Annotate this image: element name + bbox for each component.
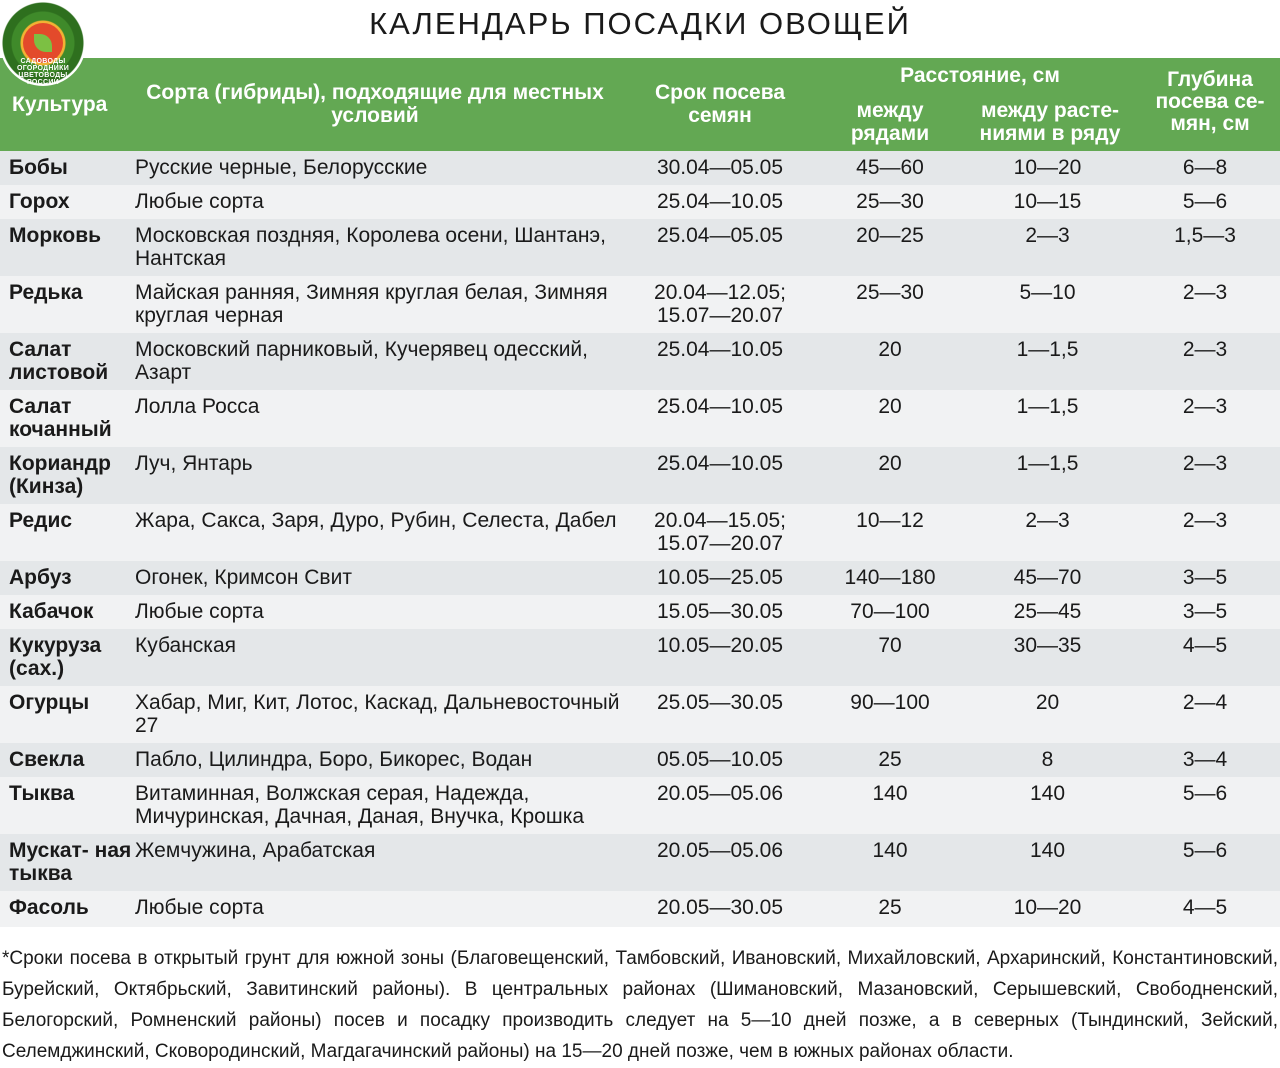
header-between-plants: между расте- ниями в ряду [979, 99, 1121, 145]
plants-distance-cell: 30—35 [1013, 634, 1082, 657]
depth-cell: 2—3 [1182, 281, 1228, 304]
date-cell: 15.05—30.05 [656, 600, 784, 623]
rows-distance-cell: 20 [878, 452, 902, 475]
rows-distance-cell: 20 [878, 395, 902, 418]
rows-distance-cell: 140—180 [844, 566, 936, 589]
rows-distance-cell: 45—60 [856, 156, 924, 179]
rows-distance-cell: 70—100 [850, 600, 930, 623]
culture-cell: Мускат- ная тыква [9, 839, 132, 885]
depth-cell: 3—4 [1182, 748, 1228, 771]
table-body [0, 151, 1280, 927]
plants-distance-cell: 5—10 [1019, 281, 1076, 304]
plants-distance-cell: 1—1,5 [1016, 452, 1079, 475]
date-cell: 05.05—10.05 [656, 748, 784, 771]
sorts-cell: Майская ранняя, Зимняя круглая белая, Зимняя круглая черная [135, 281, 608, 327]
rows-distance-cell: 25 [878, 896, 902, 919]
sorts-cell: Жемчужина, Арабатская [135, 839, 376, 862]
plants-distance-cell: 2—3 [1025, 224, 1070, 247]
culture-cell: Фасоль [9, 896, 89, 919]
depth-cell: 2—4 [1182, 691, 1228, 714]
depth-cell: 5—6 [1182, 190, 1228, 213]
sorts-cell: Кубанская [135, 634, 236, 657]
depth-cell: 2—3 [1182, 395, 1228, 418]
plants-distance-cell: 45—70 [1013, 566, 1082, 589]
date-cell: 25.04—05.05 [656, 224, 784, 247]
sorts-cell: Любые сорта [135, 600, 264, 623]
culture-cell: Кукуруза (сах.) [9, 634, 102, 680]
depth-cell: 2—3 [1182, 452, 1228, 475]
table-row [0, 447, 1280, 504]
depth-cell: 1,5—3 [1174, 224, 1236, 247]
sorts-cell: Огонек, Кримсон Свит [135, 566, 352, 589]
date-cell: 20.05—05.06 [656, 782, 784, 805]
table-row [0, 151, 1280, 185]
date-cell: 20.04—15.05; 15.07—20.07 [654, 509, 786, 555]
sorts-cell: Московская поздняя, Королева осени, Шантанэ, Нантская [135, 224, 606, 270]
table-row [0, 561, 1280, 595]
table-row [0, 504, 1280, 561]
date-cell: 20.04—12.05; 15.07—20.07 [654, 281, 786, 327]
culture-cell: Огурцы [9, 691, 90, 714]
table-row [0, 390, 1280, 447]
culture-cell: Бобы [9, 156, 68, 179]
publisher-logo [0, 0, 86, 86]
depth-cell: 4—5 [1182, 896, 1228, 919]
plants-distance-cell: 10—15 [1013, 190, 1082, 213]
plants-distance-cell: 25—45 [1013, 600, 1082, 623]
sorts-cell: Хабар, Миг, Кит, Лотос, Каскад, Дальневосточный 27 [135, 691, 620, 737]
date-cell: 25.05—30.05 [656, 691, 784, 714]
rows-distance-cell: 25 [878, 748, 902, 771]
rows-distance-cell: 140 [872, 839, 908, 862]
header-culture: Культура [12, 93, 108, 116]
culture-cell: Горох [9, 190, 70, 213]
rows-distance-cell: 25—30 [856, 190, 924, 213]
rows-distance-cell: 140 [872, 782, 908, 805]
depth-cell: 2—3 [1182, 338, 1228, 361]
footnote: *Сроки посева в открытый грунт для южной зоны (Благовещенский, Тамбовский, Ивановский, Михайловский, Архаринский, Константиновский, Бурейский, Октябрьский, Завитинский районы). В центральных районах (Шимановский, Мазановский, Серышевский, Свободненский, Белогорский, Ромненский районы) посев и посадку производить следует на 5—10 дней позже, а в северных (Тындинский, Зейский, Селемджинский, Сковородинский, Магдагачинский районы) на 15—20 дней позже, чем в южных районах области. [2, 948, 1278, 1062]
culture-cell: Морковь [9, 224, 102, 247]
depth-cell: 5—6 [1182, 839, 1228, 862]
table-header [0, 58, 1280, 151]
depth-cell: 4—5 [1182, 634, 1228, 657]
depth-cell: 3—5 [1182, 600, 1228, 623]
header-between-rows: между рядами [850, 99, 930, 145]
date-cell: 20.05—05.06 [656, 839, 784, 862]
date-cell: 10.05—20.05 [656, 634, 784, 657]
rows-distance-cell: 25—30 [856, 281, 924, 304]
rows-distance-cell: 70 [878, 634, 902, 657]
depth-cell: 5—6 [1182, 782, 1228, 805]
table-row [0, 219, 1280, 276]
depth-cell: 6—8 [1182, 156, 1228, 179]
logo-text: САДОВОДЫ ОГОРОДНИКИ ЦВЕТОВОДЫ РОССИИ [16, 58, 70, 86]
header-distance: Расстояние, см [900, 64, 1060, 87]
sorts-cell: Жара, Сакса, Заря, Дуро, Рубин, Селеста, Дабел [135, 509, 617, 532]
plants-distance-cell: 20 [1035, 691, 1060, 714]
culture-cell: Салат листовой [9, 338, 109, 384]
table-row [0, 686, 1280, 743]
culture-cell: Свекла [9, 748, 85, 771]
header-sorts: Сорта (гибриды), подходящие для местных условий [146, 81, 604, 127]
culture-cell: Редис [9, 509, 73, 532]
plants-distance-cell: 8 [1041, 748, 1054, 771]
rows-distance-cell: 20 [878, 338, 902, 361]
sorts-cell: Любые сорта [135, 190, 264, 213]
sorts-cell: Луч, Янтарь [135, 452, 253, 475]
plants-distance-cell: 1—1,5 [1016, 338, 1079, 361]
header-sowing-date: Срок посева семян [654, 81, 786, 127]
header-depth: Глубина посева се- мян, см [1155, 68, 1265, 135]
date-cell: 25.04—10.05 [656, 395, 784, 418]
rows-distance-cell: 20—25 [856, 224, 924, 247]
date-cell: 25.04—10.05 [656, 452, 784, 475]
date-cell: 30.04—05.05 [656, 156, 784, 179]
culture-cell: Редька [9, 281, 83, 304]
sorts-cell: Витаминная, Волжская серая, Надежда, Мичуринская, Дачная, Даная, Внучка, Крошка [135, 782, 585, 828]
culture-cell: Кориандр (Кинза) [9, 452, 111, 498]
date-cell: 25.04—10.05 [656, 338, 784, 361]
plants-distance-cell: 140 [1029, 839, 1066, 862]
plants-distance-cell: 1—1,5 [1016, 395, 1079, 418]
table-row [0, 891, 1280, 927]
date-cell: 20.05—30.05 [656, 896, 784, 919]
plants-distance-cell: 2—3 [1025, 509, 1070, 532]
culture-cell: Кабачок [9, 600, 94, 623]
table-row [0, 834, 1280, 891]
table-row [0, 595, 1280, 629]
vegetable-emblem-icon [23, 23, 63, 63]
sorts-cell: Любые сорта [135, 896, 264, 919]
date-cell: 25.04—10.05 [656, 190, 784, 213]
plants-distance-cell: 10—20 [1013, 156, 1082, 179]
table-row [0, 629, 1280, 686]
date-cell: 10.05—25.05 [656, 566, 784, 589]
table-row [0, 185, 1280, 219]
culture-cell: Тыква [9, 782, 75, 805]
rows-distance-cell: 90—100 [850, 691, 930, 714]
depth-cell: 2—3 [1182, 509, 1228, 532]
culture-cell: Салат кочанный [9, 395, 112, 441]
rows-distance-cell: 10—12 [856, 509, 924, 532]
depth-cell: 3—5 [1182, 566, 1228, 589]
culture-cell: Арбуз [9, 566, 72, 589]
table-row [0, 743, 1280, 777]
page-title: КАЛЕНДАРЬ ПОСАДКИ ОВОЩЕЙ [369, 6, 911, 41]
plants-distance-cell: 140 [1029, 782, 1066, 805]
plants-distance-cell: 10—20 [1013, 896, 1082, 919]
sorts-cell: Пабло, Цилиндра, Боро, Бикорес, Водан [135, 748, 533, 771]
table-row [0, 777, 1280, 834]
sorts-cell: Русские черные, Белорусские [135, 156, 428, 179]
table-row [0, 276, 1280, 333]
table-row [0, 333, 1280, 390]
sorts-cell: Московский парниковый, Кучерявец одесский, Азарт [135, 338, 588, 384]
sorts-cell: Лолла Росса [135, 395, 260, 418]
